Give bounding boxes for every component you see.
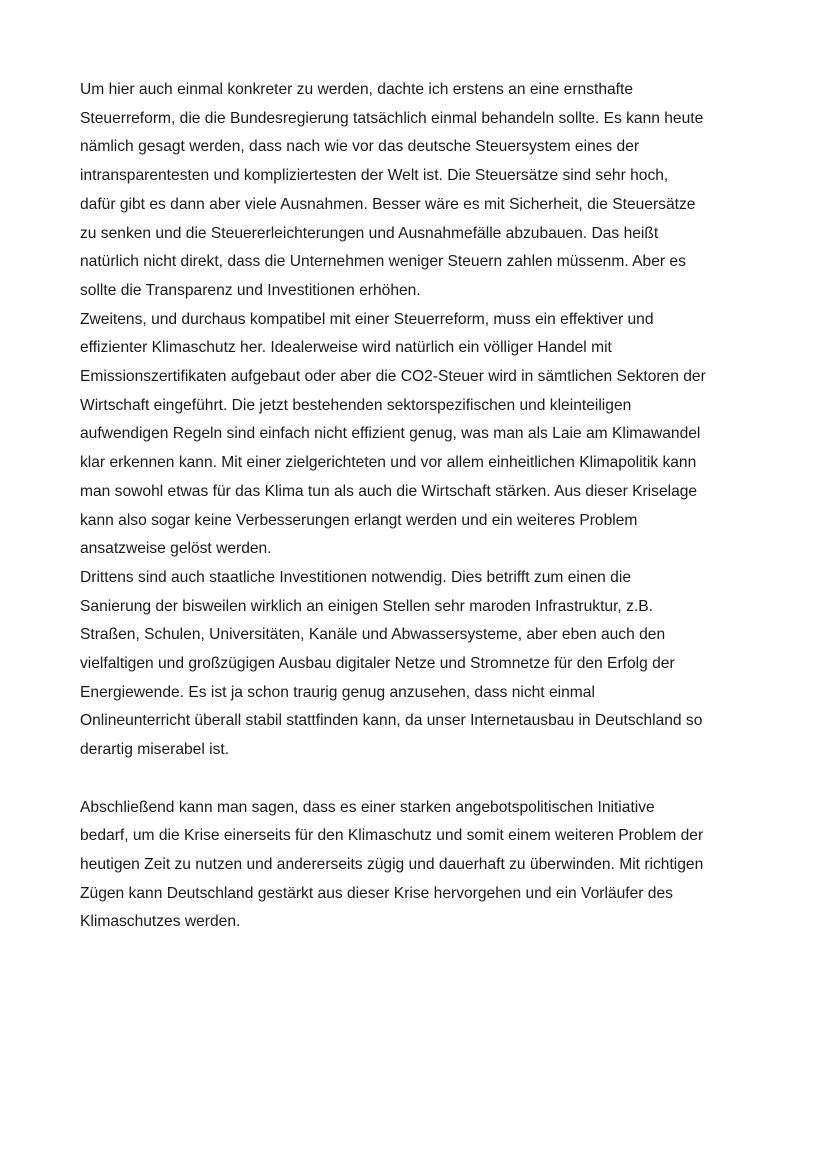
text-line: Wirtschaft eingeführt. Die jetzt bestehenden sektorspezifischen und kleinteiligen (80, 396, 632, 414)
text-line: ansatzweise gelöst werden. (80, 540, 272, 558)
text-line: Zügen kann Deutschland gestärkt aus dieser Krise hervorgehen und ein Vorläufer des (80, 884, 673, 902)
text-line: Um hier auch einmal konkreter zu werden, dachte ich erstens an eine ernsthafte (80, 81, 634, 98)
text-line: intransparentesten und kompliziertesten der Welt ist. Die Steuersätze sind sehr hoch, (80, 167, 669, 185)
text-line: vielfaltigen und großzügigen Ausbau digitaler Netze und Stromnetze für den Erfolg der (80, 655, 675, 673)
text-line: Steuerreform, die die Bundesregierung tatsächlich einmal behandeln sollte. Es kann heute (80, 109, 704, 127)
text-line: Energiewende. Es ist ja schon traurig genug anzusehen, dass nicht einmal (80, 683, 595, 701)
text-line: Straßen, Schulen, Universitäten, Kanäle und Abwassersysteme, aber eben auch den (80, 626, 666, 644)
text-line: man sowohl etwas für das Klima tun als auch die Wirtschaft stärken. Aus dieser Kriselage (80, 482, 698, 500)
text-line: Drittens sind auch staatliche Investitionen notwendig. Dies betrifft zum einen die (80, 568, 631, 586)
text-line: Abschließend kann man sagen, dass es einer starken angebotspolitischen Initiative (80, 798, 655, 816)
text-line: nämlich gesagt werden, dass nach wie vor das deutsche Steuersystem eines der (80, 138, 640, 156)
text-line: natürlich nicht direkt, dass die Unternehmen weniger Steuern zahlen müssenm. Aber es (80, 253, 686, 271)
paragraph-steuerreform (80, 76, 760, 306)
text-line: Sanierung der bisweilen wirklich an einigen Stellen sehr maroden Infrastruktur, z.B. (80, 597, 653, 615)
text-line: kann also sogar keine Verbesserungen erlangt werden und ein weiteres Problem (80, 511, 638, 529)
text-line: Emissionszertifikaten aufgebaut oder aber die CO2-Steuer wird in sämtlichen Sektoren der (80, 368, 706, 386)
document-page (80, 76, 760, 937)
text-line: sollte die Transparenz und Investitionen erhöhen. (80, 281, 421, 299)
paragraph-investitionen (80, 564, 760, 765)
text-line: derartig miserabel ist. (80, 741, 230, 759)
text-line: bedarf, um die Krise einerseits für den Klimaschutz und somit einem weiteren Problem der (80, 827, 704, 845)
paragraph-fazit (80, 794, 760, 938)
text-line: effizienter Klimaschutz her. Idealerweise wird natürlich ein völliger Handel mit (80, 339, 612, 357)
text-line: heutigen Zeit zu nutzen und andererseits zügig und dauerhaft zu überwinden. Mit richtigen (80, 855, 704, 873)
text-line: Zweitens, und durchaus kompatibel mit einer Steuerreform, muss ein effektiver und (80, 310, 654, 328)
text-line: aufwendigen Regeln sind einfach nicht effizient genug, was man als Laie am Klimawandel (80, 425, 701, 443)
text-line: Klimaschutzes werden. (80, 913, 241, 931)
text-line: dafür gibt es dann aber viele Ausnahmen. Besser wäre es mit Sicherheit, die Steuersätze (80, 195, 696, 213)
text-line: Onlineunterricht überall stabil stattfinden kann, da unser Internetausbau in Deutschland so (80, 712, 703, 730)
paragraph-spacer (80, 765, 760, 794)
text-line: zu senken und die Steuererleichterungen und Ausnahmefälle abzubauen. Das heißt (80, 224, 659, 242)
text-line: klar erkennen kann. Mit einer zielgerichteten und vor allem einheitlichen Klimapolitik kann (80, 454, 697, 472)
paragraph-klimaschutz (80, 306, 760, 564)
